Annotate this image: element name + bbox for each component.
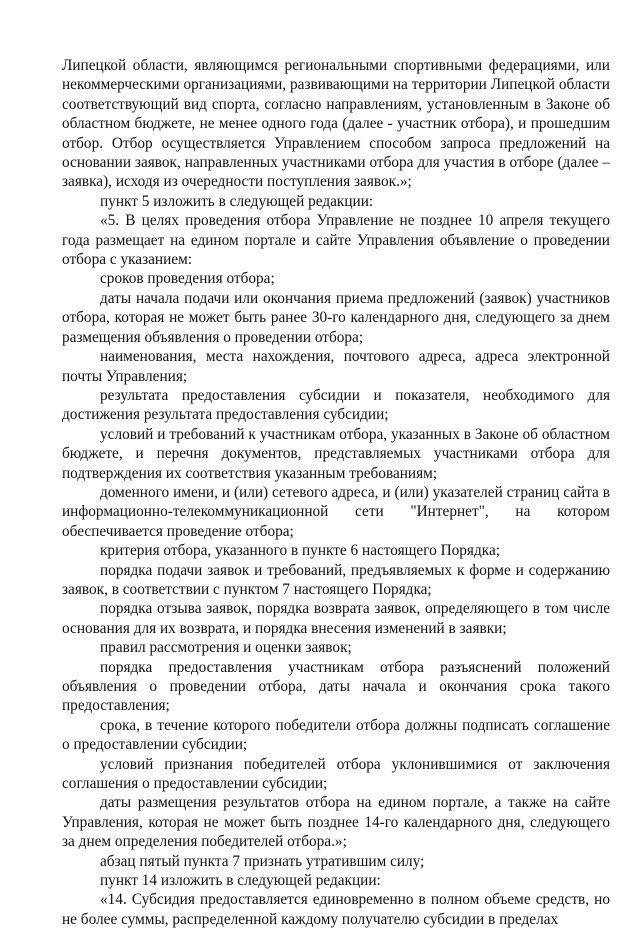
paragraph-10: критерия отбора, указанного в пункте 6 настоящего Порядка; (100, 542, 500, 560)
document-page (62, 56, 610, 929)
paragraph-2: пункт 5 изложить в следующей редакции: (100, 192, 374, 210)
paragraph-5: даты начала подачи или окончания приема предложений (заявок) участников отбора, которая не может быть ранее 30-го календарного дня, следующего за днем размещения объявления о проведении отбора; (62, 289, 610, 346)
paragraph-14: порядка предоставления участникам отбора разъяснений положений объявления о проведении отбора, даты начала и окончания срока такого предоставления; (62, 658, 610, 715)
paragraph-7: результата предоставления субсидии и показателя, необходимого для достижения результата предоставления субсидии; (62, 386, 610, 424)
paragraph-17: даты размещения результатов отбора на едином портале, а также на сайте Управления, которая не может быть позднее 14-го календарного дня, следующего за днем определения победителей отбора.»; (62, 794, 610, 851)
paragraph-6: наименования, места нахождения, почтового адреса, адреса электронной почты Управления; (62, 348, 610, 385)
paragraph-3: «5. В целях проведения отбора Управление не позднее 10 апреля текущего года размещает на едином портале и сайте Управления объявление о проведении отбора с указанием: (62, 212, 610, 269)
paragraph-4: сроков проведения отбора; (100, 270, 275, 288)
paragraph-15: срока, в течение которого победители отбора должны подписать соглашение о предоставлении субсидии; (62, 716, 610, 754)
paragraph-8: условий и требований к участникам отбора, указанных в Законе об областном бюджете, и перечня документов, представляемых участниками отбора для подтверждения их соответствия указанным требованиям; (62, 425, 610, 482)
paragraph-20: «14. Субсидия предоставляется единовременно в полном объеме средств, но не более суммы, распределенной каждому получателю субсидии в пределах (62, 891, 610, 928)
paragraph-1: Липецкой области, являющимся региональными спортивными федерациями, или некоммерческими организациями, развивающими на территории Липецкой области соответствующий вид спорта, согласно направлениям, установленным в Законе об областном бюджете, не менее одного года (далее - участник отбора), и прошедшим отбор. Отбор осуществляется Управлением способом запроса предложений на основании заявок, направленных участниками отбора для участия в отборе (далее – заявка), исходя из очередности поступления заявок.»; (62, 57, 610, 191)
paragraph-19: пункт 14 изложить в следующей редакции: (100, 872, 381, 890)
paragraph-11: порядка подачи заявок и требований, предъявляемых к форме и содержанию заявок, в соответствии с пунктом 7 настоящего Порядка; (62, 561, 610, 598)
paragraph-13: правил рассмотрения и оценки заявок; (100, 639, 352, 657)
paragraph-18: абзац пятый пункта 7 признать утратившим силу; (100, 852, 425, 870)
paragraph-9: доменного имени, и (или) сетевого адреса, и (или) указателей страниц сайта в информационно-телекоммуникационной сети "Интернет", на котором обеспечивается проведение отбора; (62, 483, 610, 540)
paragraph-16: условий признания победителей отбора уклонившимися от заключения соглашения о предоставлении субсидии; (62, 755, 610, 793)
paragraph-12: порядка отзыва заявок, порядка возврата заявок, определяющего в том числе основания для их возврата, и порядка внесения изменений в заявки; (62, 600, 610, 637)
